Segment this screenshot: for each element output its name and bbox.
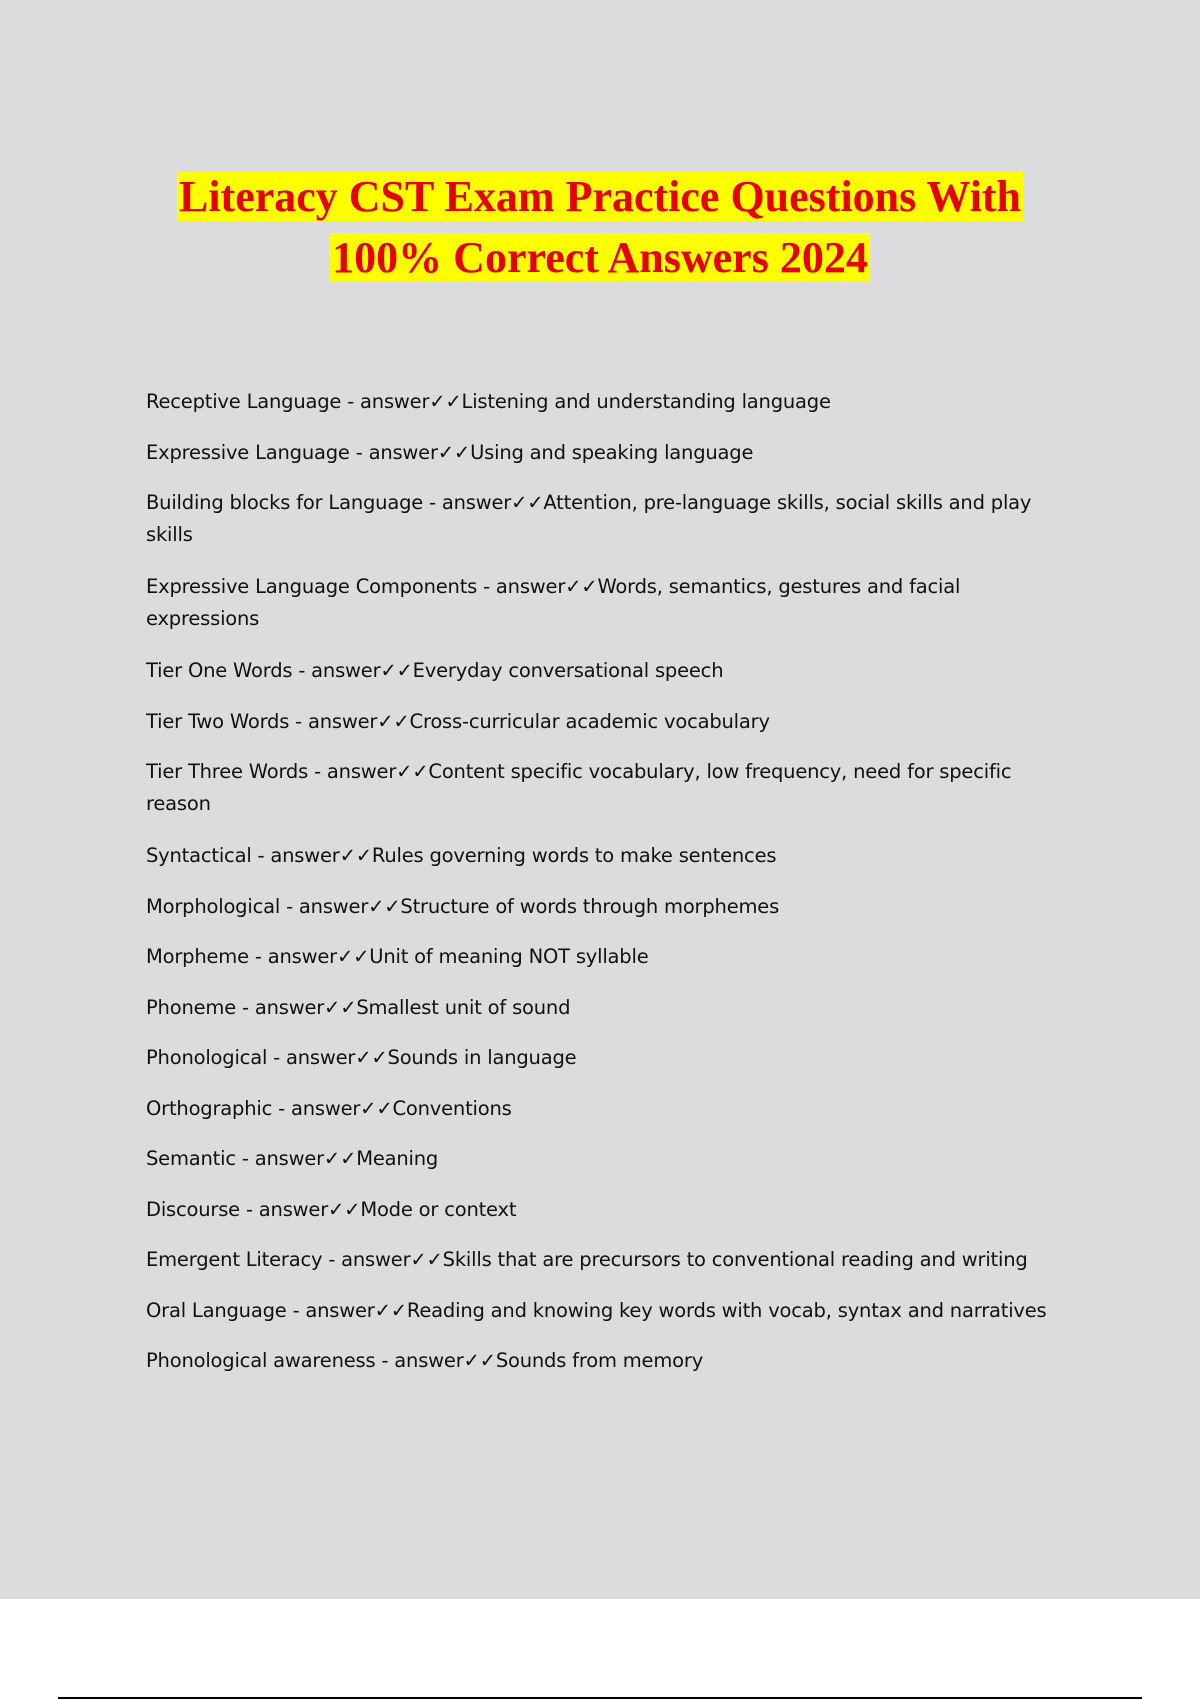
document-title [0, 166, 1200, 288]
qa-entry: Expressive Language - answer✓✓Using and speaking language [146, 440, 754, 464]
qa-entry: Phonological awareness - answer✓✓Sounds from memory [146, 1349, 704, 1372]
qa-entry: Syntactical - answer✓✓Rules governing words to make sentences [146, 844, 777, 867]
qa-entry: Phoneme - answer✓✓Smallest unit of sound [146, 995, 571, 1019]
qa-entry: Tier One Words - answer✓✓Everyday conversational speech [146, 659, 724, 682]
qa-entry: Oral Language - answer✓✓Reading and knowing key words with vocab, syntax and narratives [146, 1298, 1047, 1322]
qa-entry: Phonological - answer✓✓Sounds in language [146, 1046, 577, 1069]
qa-entry: Discourse - answer✓✓Mode or context [146, 1197, 517, 1221]
footer-divider [58, 1697, 1142, 1699]
qa-entry: Tier Two Words - answer✓✓Cross-curricular academic vocabulary [146, 709, 770, 733]
qa-entry: Building blocks for Language - answer✓✓Attention, pre-language skills, social skills and play skills [146, 491, 1032, 546]
qa-list [146, 386, 1076, 1396]
qa-entry: Morphological - answer✓✓Structure of words through morphemes [146, 894, 780, 918]
qa-entry: Morpheme - answer✓✓Unit of meaning NOT syllable [146, 945, 649, 968]
qa-entry: Emergent Literacy - answer✓✓Skills that are precursors to conventional reading and writing [146, 1248, 1028, 1271]
qa-entry: Orthographic - answer✓✓Conventions [146, 1096, 512, 1120]
qa-entry: Semantic - answer✓✓Meaning [146, 1147, 439, 1170]
title-line-2: 100% Correct Answers 2024 [332, 233, 868, 282]
qa-entry: Receptive Language - answer✓✓Listening and understanding language [146, 390, 831, 413]
qa-entry: Expressive Language Components - answer✓✓Words, semantics, gestures and facial expressions [146, 575, 961, 630]
qa-entry: Tier Three Words - answer✓✓Content specific vocabulary, low frequency, need for specific reason [146, 760, 1012, 815]
title-line-1: Literacy CST Exam Practice Questions With [178, 172, 1022, 221]
